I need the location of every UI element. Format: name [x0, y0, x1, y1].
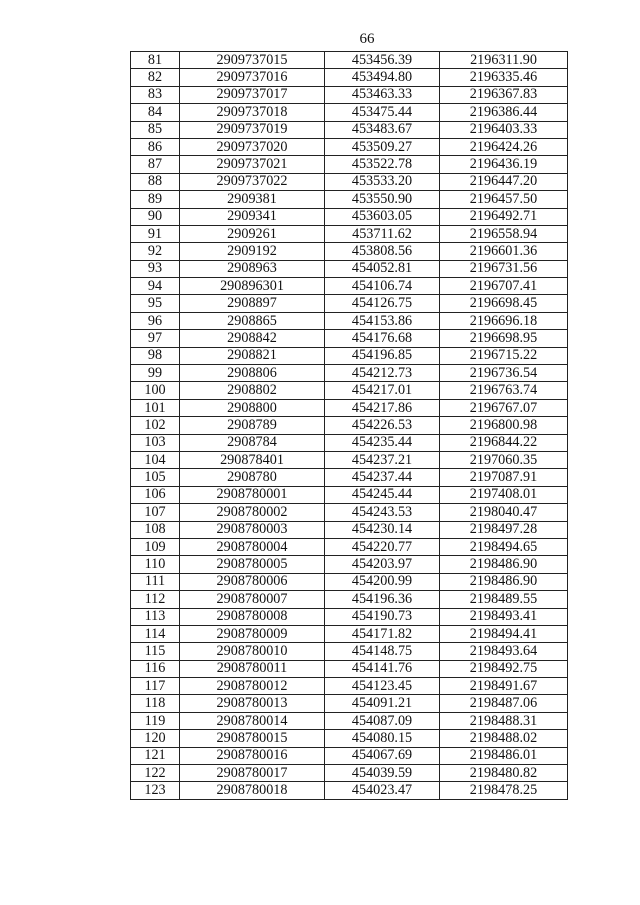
point-id-cell: 2908789	[180, 417, 325, 434]
table-row	[131, 608, 568, 625]
point-id-cell: 2908780004	[180, 538, 325, 555]
x-coordinate-cell: 454176.68	[325, 330, 440, 347]
point-number-cell: 116	[131, 660, 180, 677]
table-row	[131, 625, 568, 642]
point-number-cell: 111	[131, 573, 180, 590]
table-row	[131, 504, 568, 521]
x-coordinate-cell: 454196.85	[325, 347, 440, 364]
table-row	[131, 138, 568, 155]
point-number-cell: 109	[131, 538, 180, 555]
point-id-cell: 2908780007	[180, 591, 325, 608]
x-coordinate-cell: 454190.73	[325, 608, 440, 625]
table-row	[131, 573, 568, 590]
point-id-cell: 2908780002	[180, 504, 325, 521]
table-row	[131, 695, 568, 712]
y-coordinate-cell: 2196844.22	[440, 434, 568, 451]
point-id-cell: 2909737018	[180, 104, 325, 121]
x-coordinate-cell: 454243.53	[325, 504, 440, 521]
x-coordinate-cell: 454226.53	[325, 417, 440, 434]
point-number-cell: 120	[131, 730, 180, 747]
point-number-cell: 99	[131, 365, 180, 382]
point-id-cell: 2908780006	[180, 573, 325, 590]
y-coordinate-cell: 2196436.19	[440, 156, 568, 173]
x-coordinate-cell: 454023.47	[325, 782, 440, 799]
y-coordinate-cell: 2198040.47	[440, 504, 568, 521]
point-number-cell: 101	[131, 399, 180, 416]
point-number-cell: 82	[131, 69, 180, 86]
point-number-cell: 107	[131, 504, 180, 521]
table-row	[131, 782, 568, 799]
table-row	[131, 52, 568, 69]
point-id-cell: 2909737022	[180, 173, 325, 190]
point-number-cell: 95	[131, 295, 180, 312]
point-number-cell: 89	[131, 191, 180, 208]
table-row	[131, 365, 568, 382]
x-coordinate-cell: 454080.15	[325, 730, 440, 747]
point-number-cell: 112	[131, 591, 180, 608]
point-number-cell: 113	[131, 608, 180, 625]
y-coordinate-cell: 2196311.90	[440, 52, 568, 69]
point-id-cell: 2908780003	[180, 521, 325, 538]
x-coordinate-cell: 453483.67	[325, 121, 440, 138]
y-coordinate-cell: 2196386.44	[440, 104, 568, 121]
point-id-cell: 2908806	[180, 365, 325, 382]
point-id-cell: 2908780005	[180, 556, 325, 573]
table-row	[131, 295, 568, 312]
y-coordinate-cell: 2198488.31	[440, 712, 568, 729]
y-coordinate-cell: 2198494.65	[440, 538, 568, 555]
table-row	[131, 69, 568, 86]
point-id-cell: 2908780017	[180, 765, 325, 782]
point-id-cell: 2908780008	[180, 608, 325, 625]
point-number-cell: 86	[131, 138, 180, 155]
y-coordinate-cell: 2196736.54	[440, 365, 568, 382]
point-id-cell: 2909737020	[180, 138, 325, 155]
table-row	[131, 260, 568, 277]
point-number-cell: 100	[131, 382, 180, 399]
y-coordinate-cell: 2198486.01	[440, 747, 568, 764]
point-number-cell: 97	[131, 330, 180, 347]
y-coordinate-cell: 2196698.45	[440, 295, 568, 312]
table-row	[131, 643, 568, 660]
table-row	[131, 191, 568, 208]
y-coordinate-cell: 2196558.94	[440, 225, 568, 242]
y-coordinate-cell: 2196424.26	[440, 138, 568, 155]
table-row	[131, 591, 568, 608]
coordinate-table	[130, 51, 568, 800]
point-number-cell: 93	[131, 260, 180, 277]
table-row	[131, 225, 568, 242]
table-row	[131, 521, 568, 538]
table-row	[131, 417, 568, 434]
y-coordinate-cell: 2198493.41	[440, 608, 568, 625]
point-number-cell: 91	[131, 225, 180, 242]
point-id-cell: 2908865	[180, 312, 325, 329]
point-number-cell: 102	[131, 417, 180, 434]
point-id-cell: 2908780009	[180, 625, 325, 642]
y-coordinate-cell: 2197060.35	[440, 451, 568, 468]
point-id-cell: 2909737021	[180, 156, 325, 173]
x-coordinate-cell: 454245.44	[325, 486, 440, 503]
table-row	[131, 538, 568, 555]
point-id-cell: 2908780011	[180, 660, 325, 677]
point-number-cell: 90	[131, 208, 180, 225]
point-number-cell: 123	[131, 782, 180, 799]
y-coordinate-cell: 2196800.98	[440, 417, 568, 434]
point-id-cell: 2909737015	[180, 52, 325, 69]
x-coordinate-cell: 454039.59	[325, 765, 440, 782]
point-id-cell: 2909737016	[180, 69, 325, 86]
y-coordinate-cell: 2196763.74	[440, 382, 568, 399]
y-coordinate-cell: 2198491.67	[440, 678, 568, 695]
table-row	[131, 330, 568, 347]
point-id-cell: 2908780018	[180, 782, 325, 799]
table-row	[131, 278, 568, 295]
x-coordinate-cell: 453463.33	[325, 86, 440, 103]
y-coordinate-cell: 2198492.75	[440, 660, 568, 677]
y-coordinate-cell: 2196457.50	[440, 191, 568, 208]
y-coordinate-cell: 2198486.90	[440, 573, 568, 590]
point-id-cell: 2908780010	[180, 643, 325, 660]
x-coordinate-cell: 454067.69	[325, 747, 440, 764]
point-number-cell: 117	[131, 678, 180, 695]
table-row	[131, 765, 568, 782]
table-row	[131, 312, 568, 329]
x-coordinate-cell: 454196.36	[325, 591, 440, 608]
x-coordinate-cell: 454237.44	[325, 469, 440, 486]
x-coordinate-cell: 454052.81	[325, 260, 440, 277]
point-id-cell: 2909381	[180, 191, 325, 208]
table-row	[131, 86, 568, 103]
table-row	[131, 243, 568, 260]
x-coordinate-cell: 454106.74	[325, 278, 440, 295]
x-coordinate-cell: 454148.75	[325, 643, 440, 660]
y-coordinate-cell: 2198488.02	[440, 730, 568, 747]
coordinate-table-body	[131, 52, 568, 800]
x-coordinate-cell: 454220.77	[325, 538, 440, 555]
table-row	[131, 469, 568, 486]
point-id-cell: 290896301	[180, 278, 325, 295]
table-row	[131, 486, 568, 503]
point-number-cell: 96	[131, 312, 180, 329]
table-row	[131, 382, 568, 399]
x-coordinate-cell: 454087.09	[325, 712, 440, 729]
y-coordinate-cell: 2196715.22	[440, 347, 568, 364]
x-coordinate-cell: 453456.39	[325, 52, 440, 69]
y-coordinate-cell: 2196492.71	[440, 208, 568, 225]
point-number-cell: 81	[131, 52, 180, 69]
table-row	[131, 434, 568, 451]
table-row	[131, 121, 568, 138]
x-coordinate-cell: 453494.80	[325, 69, 440, 86]
y-coordinate-cell: 2196696.18	[440, 312, 568, 329]
y-coordinate-cell: 2198480.82	[440, 765, 568, 782]
table-row	[131, 399, 568, 416]
x-coordinate-cell: 453603.05	[325, 208, 440, 225]
point-number-cell: 122	[131, 765, 180, 782]
x-coordinate-cell: 453550.90	[325, 191, 440, 208]
point-number-cell: 103	[131, 434, 180, 451]
y-coordinate-cell: 2196447.20	[440, 173, 568, 190]
table-row	[131, 712, 568, 729]
point-id-cell: 2909737019	[180, 121, 325, 138]
table-row	[131, 173, 568, 190]
point-id-cell: 2908821	[180, 347, 325, 364]
y-coordinate-cell: 2198487.06	[440, 695, 568, 712]
point-number-cell: 92	[131, 243, 180, 260]
point-number-cell: 87	[131, 156, 180, 173]
point-number-cell: 114	[131, 625, 180, 642]
point-id-cell: 2908780015	[180, 730, 325, 747]
x-coordinate-cell: 453475.44	[325, 104, 440, 121]
point-number-cell: 106	[131, 486, 180, 503]
y-coordinate-cell: 2196767.07	[440, 399, 568, 416]
point-id-cell: 2909341	[180, 208, 325, 225]
point-number-cell: 118	[131, 695, 180, 712]
x-coordinate-cell: 454235.44	[325, 434, 440, 451]
point-number-cell: 105	[131, 469, 180, 486]
point-id-cell: 2908780014	[180, 712, 325, 729]
y-coordinate-cell: 2196367.83	[440, 86, 568, 103]
x-coordinate-cell: 453533.20	[325, 173, 440, 190]
y-coordinate-cell: 2198494.41	[440, 625, 568, 642]
x-coordinate-cell: 454153.86	[325, 312, 440, 329]
y-coordinate-cell: 2198489.55	[440, 591, 568, 608]
point-id-cell: 2908780012	[180, 678, 325, 695]
x-coordinate-cell: 453711.62	[325, 225, 440, 242]
point-id-cell: 2909737017	[180, 86, 325, 103]
point-id-cell: 2908784	[180, 434, 325, 451]
y-coordinate-cell: 2197408.01	[440, 486, 568, 503]
point-number-cell: 115	[131, 643, 180, 660]
x-coordinate-cell: 454141.76	[325, 660, 440, 677]
y-coordinate-cell: 2198486.90	[440, 556, 568, 573]
y-coordinate-cell: 2198493.64	[440, 643, 568, 660]
x-coordinate-cell: 453808.56	[325, 243, 440, 260]
point-number-cell: 83	[131, 86, 180, 103]
table-row	[131, 747, 568, 764]
table-row	[131, 660, 568, 677]
table-row	[131, 208, 568, 225]
x-coordinate-cell: 453509.27	[325, 138, 440, 155]
x-coordinate-cell: 454126.75	[325, 295, 440, 312]
y-coordinate-cell: 2196731.56	[440, 260, 568, 277]
x-coordinate-cell: 454123.45	[325, 678, 440, 695]
x-coordinate-cell: 454237.21	[325, 451, 440, 468]
y-coordinate-cell: 2196698.95	[440, 330, 568, 347]
point-id-cell: 2909261	[180, 225, 325, 242]
y-coordinate-cell: 2196601.36	[440, 243, 568, 260]
y-coordinate-cell: 2198478.25	[440, 782, 568, 799]
x-coordinate-cell: 454217.01	[325, 382, 440, 399]
point-number-cell: 119	[131, 712, 180, 729]
point-id-cell: 290878401	[180, 451, 325, 468]
x-coordinate-cell: 454230.14	[325, 521, 440, 538]
point-number-cell: 88	[131, 173, 180, 190]
table-row	[131, 451, 568, 468]
table-row	[131, 104, 568, 121]
point-id-cell: 2908802	[180, 382, 325, 399]
point-id-cell: 2908897	[180, 295, 325, 312]
point-id-cell: 2908780	[180, 469, 325, 486]
x-coordinate-cell: 454091.21	[325, 695, 440, 712]
point-number-cell: 108	[131, 521, 180, 538]
point-id-cell: 2908780016	[180, 747, 325, 764]
point-id-cell: 2908963	[180, 260, 325, 277]
x-coordinate-cell: 454217.86	[325, 399, 440, 416]
table-row	[131, 730, 568, 747]
y-coordinate-cell: 2196335.46	[440, 69, 568, 86]
point-number-cell: 85	[131, 121, 180, 138]
point-id-cell: 2908780001	[180, 486, 325, 503]
page-number: 66	[359, 31, 375, 47]
x-coordinate-cell: 454212.73	[325, 365, 440, 382]
point-number-cell: 94	[131, 278, 180, 295]
point-number-cell: 84	[131, 104, 180, 121]
y-coordinate-cell: 2198497.28	[440, 521, 568, 538]
point-id-cell: 2909192	[180, 243, 325, 260]
point-id-cell: 2908780013	[180, 695, 325, 712]
table-row	[131, 678, 568, 695]
point-number-cell: 104	[131, 451, 180, 468]
table-row	[131, 347, 568, 364]
point-id-cell: 2908800	[180, 399, 325, 416]
table-row	[131, 156, 568, 173]
x-coordinate-cell: 454171.82	[325, 625, 440, 642]
x-coordinate-cell: 453522.78	[325, 156, 440, 173]
point-number-cell: 121	[131, 747, 180, 764]
x-coordinate-cell: 454203.97	[325, 556, 440, 573]
y-coordinate-cell: 2196707.41	[440, 278, 568, 295]
table-row	[131, 556, 568, 573]
y-coordinate-cell: 2196403.33	[440, 121, 568, 138]
point-number-cell: 110	[131, 556, 180, 573]
x-coordinate-cell: 454200.99	[325, 573, 440, 590]
point-number-cell: 98	[131, 347, 180, 364]
point-id-cell: 2908842	[180, 330, 325, 347]
y-coordinate-cell: 2197087.91	[440, 469, 568, 486]
